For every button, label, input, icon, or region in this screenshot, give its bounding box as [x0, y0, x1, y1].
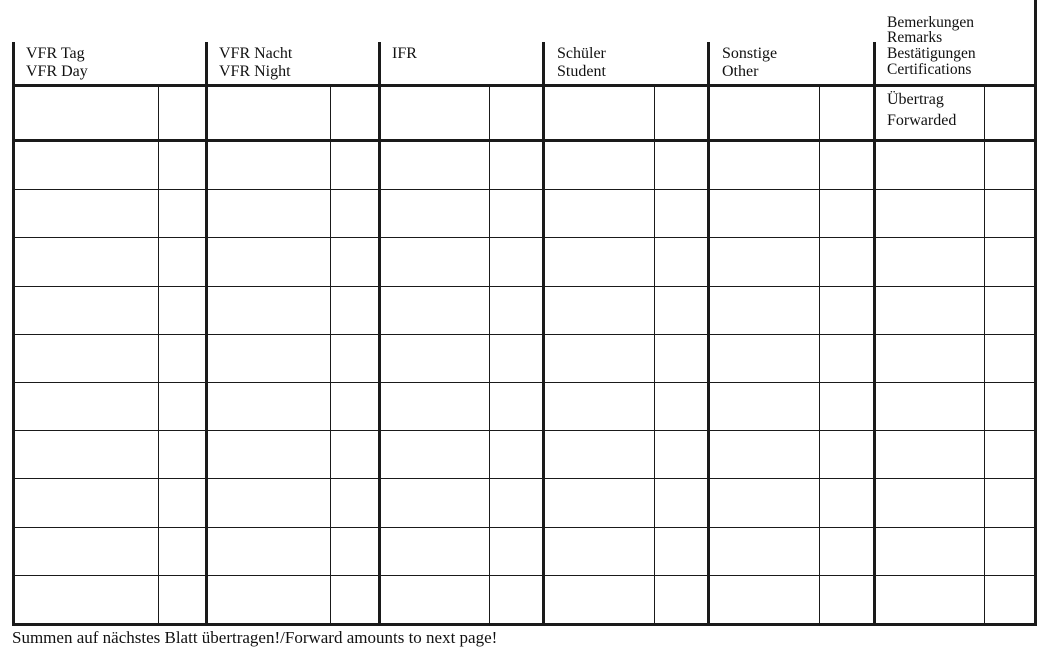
- sub-column-divider-3: [654, 84, 655, 624]
- row-rule-3: [12, 286, 1037, 287]
- header-student-en: Student: [557, 63, 606, 80]
- header-certifications-en: Certifications: [887, 61, 972, 78]
- row-rule-7: [12, 478, 1037, 479]
- row-rule-4: [12, 334, 1037, 335]
- forwarded-label-de: Übertrag: [887, 91, 944, 108]
- header-certifications-de: Bestätigungen: [887, 45, 976, 62]
- sub-column-divider-2: [489, 84, 490, 624]
- sub-column-divider-0: [158, 84, 159, 624]
- forwarded-row-bottom-rule: [12, 139, 1037, 142]
- footer-note: Summen auf nächstes Blatt übertragen!/Forward amounts to next page!: [12, 628, 498, 647]
- right-border: [1034, 0, 1037, 625]
- header-remarks-en: Remarks: [887, 29, 943, 46]
- row-rule-9: [12, 575, 1037, 576]
- header-student-de: Schüler: [557, 45, 606, 62]
- row-rule-6: [12, 430, 1037, 431]
- header-other-en: Other: [722, 63, 759, 80]
- header-other-de: Sonstige: [722, 45, 778, 62]
- sub-column-divider-5: [984, 84, 985, 624]
- header-vfr-day-de: VFR Tag: [26, 45, 85, 62]
- row-rule-1: [12, 189, 1037, 190]
- header-bottom-rule: [12, 84, 1037, 87]
- header-remarks-de: Bemerkungen: [887, 14, 974, 31]
- forwarded-label-en: Forwarded: [887, 112, 957, 129]
- table-bottom-rule: [12, 623, 1037, 626]
- sub-column-divider-1: [330, 84, 331, 624]
- header-vfr-day-en: VFR Day: [26, 63, 88, 80]
- row-rule-8: [12, 527, 1037, 528]
- header-ifr-de: IFR: [392, 45, 417, 62]
- header-vfr-night-de: VFR Nacht: [219, 45, 293, 62]
- row-rule-5: [12, 382, 1037, 383]
- row-rule-2: [12, 237, 1037, 238]
- sub-column-divider-4: [819, 84, 820, 624]
- header-vfr-night-en: VFR Night: [219, 63, 291, 80]
